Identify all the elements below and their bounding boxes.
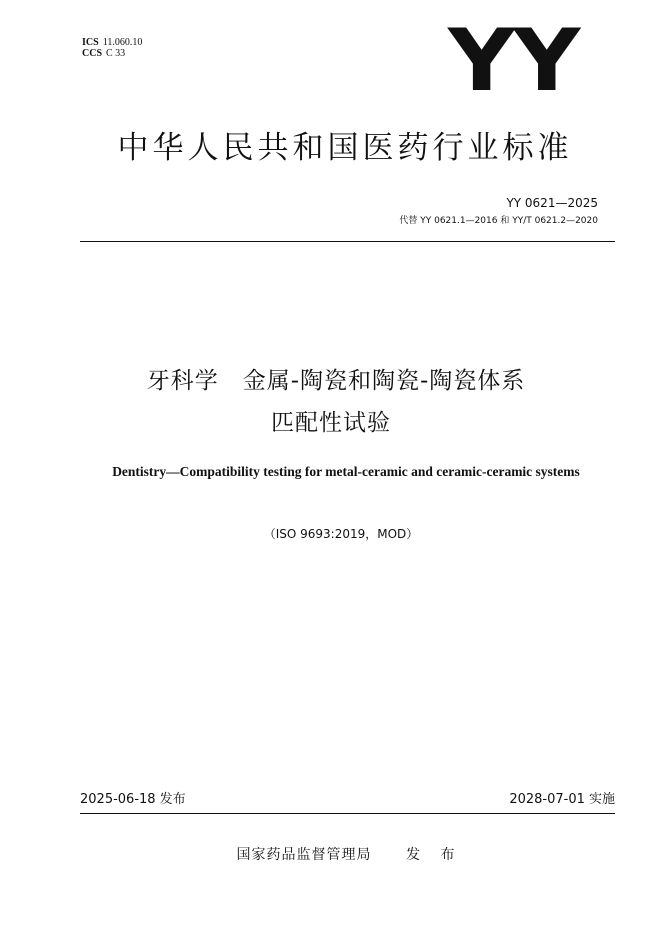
chinese-title-line-2: 匹配性试验 xyxy=(271,410,391,436)
standard-number: YY 0621—2025 xyxy=(506,196,598,210)
chinese-title-line-1: 牙科学 金属-陶瓷和陶瓷-陶瓷体系 xyxy=(146,368,526,394)
ccs-code xyxy=(82,48,142,59)
ccs-label: CCS xyxy=(82,48,103,59)
publisher: 国家药品监督管理局 发 布 xyxy=(236,847,456,863)
ics-label: ICS xyxy=(82,37,99,48)
classification-codes xyxy=(82,37,142,59)
iso-reference: （ISO 9693:2019，MOD） xyxy=(263,527,419,541)
ics-value: 11.060.10 xyxy=(102,37,143,48)
yy-logo: YY xyxy=(448,11,579,111)
top-divider xyxy=(80,241,615,242)
bottom-divider xyxy=(80,813,615,814)
issue-date: 2025-06-18 发布 xyxy=(80,792,186,807)
implementation-date: 2028-07-01 实施 xyxy=(509,792,615,807)
ics-code xyxy=(82,37,142,48)
ccs-value: C 33 xyxy=(106,48,126,59)
replaces-note: 代替 YY 0621.1—2016 和 YY/T 0621.2—2020 xyxy=(399,216,598,226)
standard-category-title: 中华人民共和国医药行业标准 xyxy=(117,130,573,166)
english-title: Dentistry—Compatibility testing for metal-ceramic and ceramic-ceramic systems xyxy=(112,464,580,479)
